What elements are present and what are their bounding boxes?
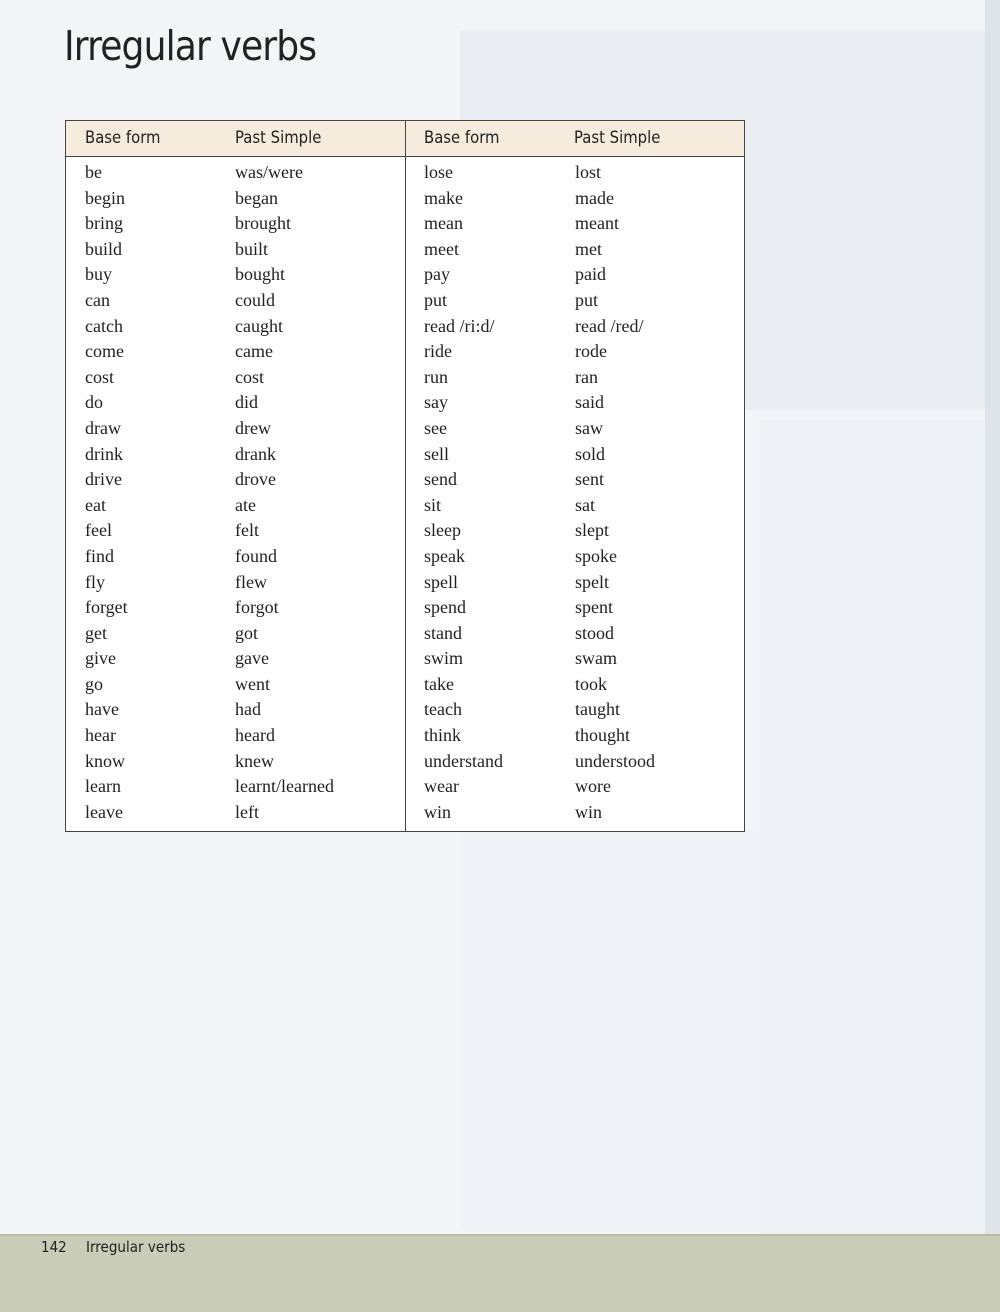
table-row [66,390,744,416]
verb-past-simple: flew [235,571,267,592]
footer-divider [0,1234,1000,1236]
verb-past-simple: put [575,289,599,310]
verb-base-form: sleep [424,520,461,541]
table-row [66,697,744,723]
verb-past-simple: paid [575,264,606,285]
table-row [66,493,744,519]
verb-past-simple: slept [575,520,609,541]
verb-base-form: buy [85,264,112,285]
verb-base-form: have [85,699,119,720]
verb-base-form: bring [85,213,123,234]
table-row [66,237,744,263]
verb-base-form: hear [85,725,116,746]
table-row [66,186,744,212]
verb-base-form: meet [424,238,459,259]
verb-base-form: run [424,366,448,387]
verb-past-simple: took [575,673,608,694]
table-row [66,595,744,621]
verb-base-form: mean [424,213,463,234]
verb-past-simple: built [235,238,269,259]
verb-past-simple: got [235,622,259,643]
table-row [66,339,744,365]
verb-base-form: understand [424,750,503,771]
verb-past-simple: drew [235,417,271,438]
verb-base-form: sit [424,494,442,515]
verb-past-simple: read /red/ [575,315,644,336]
background-bleed [760,420,1000,1240]
header-past-simple-left: Past Simple [235,128,322,147]
verb-base-form: come [85,341,124,362]
verb-past-simple: rode [575,341,607,362]
table-row [66,774,744,800]
verb-past-simple: sent [575,469,604,490]
background-bleed [460,830,760,1230]
page-title: Irregular verbs [64,22,317,70]
verb-past-simple: understood [575,750,655,771]
verb-base-form: swim [424,648,464,669]
verb-base-form: begin [85,187,125,208]
table-row [66,646,744,672]
verb-past-simple: drank [235,443,276,464]
verb-base-form: speak [424,545,465,566]
verb-past-simple: swam [575,648,617,669]
verb-base-form: teach [424,699,462,720]
table-row [66,800,744,826]
table-row [66,262,744,288]
table-row [66,211,744,237]
verb-past-simple: caught [235,315,283,336]
table-row [66,570,744,596]
verb-past-simple: cost [235,366,264,387]
verb-base-form: do [85,392,103,413]
verb-base-form: draw [85,417,121,438]
table-row [66,160,744,186]
verb-base-form: spend [424,597,466,618]
verb-past-simple: wore [575,776,611,797]
verb-past-simple: began [235,187,278,208]
table-row [66,288,744,314]
header-past-simple-right: Past Simple [574,128,661,147]
table-row [66,518,744,544]
verb-past-simple: taught [575,699,620,720]
verb-past-simple: was/were [235,162,303,182]
table-row [66,314,744,340]
verb-base-form: feel [85,520,112,541]
verb-base-form: ride [424,341,452,362]
verb-past-simple: felt [235,520,259,541]
verb-past-simple: knew [235,750,274,771]
table-body [66,160,744,825]
verb-past-simple: could [235,289,275,310]
verb-base-form: send [424,469,457,490]
verb-base-form: go [85,673,103,694]
verb-base-form: win [424,801,451,822]
verb-past-simple: brought [235,213,291,234]
verb-base-form: leave [85,801,123,822]
verb-base-form: give [85,648,116,669]
verb-past-simple: lost [575,162,602,182]
verb-base-form: eat [85,494,106,515]
verb-base-form: cost [85,366,114,387]
table-row [66,544,744,570]
verb-past-simple: drove [235,469,276,490]
table-row [66,749,744,775]
verb-past-simple: said [575,392,604,413]
verb-base-form: learn [85,776,121,797]
verb-base-form: get [85,622,107,643]
table-row [66,416,744,442]
verb-base-form: forget [85,597,128,618]
verb-past-simple: gave [235,648,269,669]
verb-past-simple: win [575,801,602,822]
verb-base-form: build [85,238,123,259]
table-row [66,672,744,698]
irregular-verbs-table [65,120,745,832]
verb-base-form: know [85,750,125,771]
header-base-form-left: Base form [85,128,161,147]
verb-base-form: take [424,673,454,694]
verb-past-simple: saw [575,417,603,438]
verb-past-simple: met [575,238,602,259]
verb-past-simple: found [235,545,277,566]
verb-past-simple: ran [575,366,598,387]
verb-past-simple: went [235,673,270,694]
verb-past-simple: heard [235,725,275,746]
verb-past-simple: meant [575,213,619,234]
verb-past-simple: forgot [235,597,279,618]
table-row [66,723,744,749]
verb-past-simple: came [235,341,273,362]
verb-base-form: stand [424,622,462,643]
footer-section-title: Irregular verbs [86,1238,186,1256]
verb-base-form: be [85,162,102,182]
verb-past-simple: left [235,801,259,822]
verb-past-simple: thought [575,725,631,746]
verb-base-form: think [424,725,462,746]
page-number: 142 [41,1238,67,1256]
verb-past-simple: learnt/learned [235,776,334,797]
verb-base-form: read /ri:d/ [424,315,495,336]
verb-base-form: pay [424,264,450,285]
verb-past-simple: ate [235,494,256,515]
verb-base-form: drink [85,443,123,464]
verb-past-simple: bought [235,264,286,285]
table-row [66,442,744,468]
verb-base-form: can [85,289,110,310]
page-edge-shadow [985,0,1000,1312]
verb-base-form: catch [85,315,123,336]
verb-past-simple: made [575,187,614,208]
table-row [66,621,744,647]
verb-past-simple: spelt [575,571,609,592]
verb-past-simple: spent [575,597,613,618]
verb-base-form: lose [424,162,453,182]
verb-base-form: spell [424,571,458,592]
verb-base-form: find [85,545,114,566]
header-base-form-right: Base form [424,128,500,147]
verb-base-form: fly [85,571,105,592]
verb-past-simple: had [235,699,261,720]
verb-past-simple: did [235,392,259,413]
verb-past-simple: spoke [575,545,617,566]
table-row [66,467,744,493]
verb-base-form: drive [85,469,122,490]
verb-base-form: wear [424,776,459,797]
table-row [66,365,744,391]
verb-base-form: put [424,289,448,310]
verb-past-simple: stood [575,622,615,643]
verb-base-form: make [424,187,463,208]
verb-past-simple: sat [575,494,595,515]
verb-base-form: sell [424,443,449,464]
verb-past-simple: sold [575,443,606,464]
verb-base-form: say [424,392,448,413]
verb-base-form: see [424,417,447,438]
